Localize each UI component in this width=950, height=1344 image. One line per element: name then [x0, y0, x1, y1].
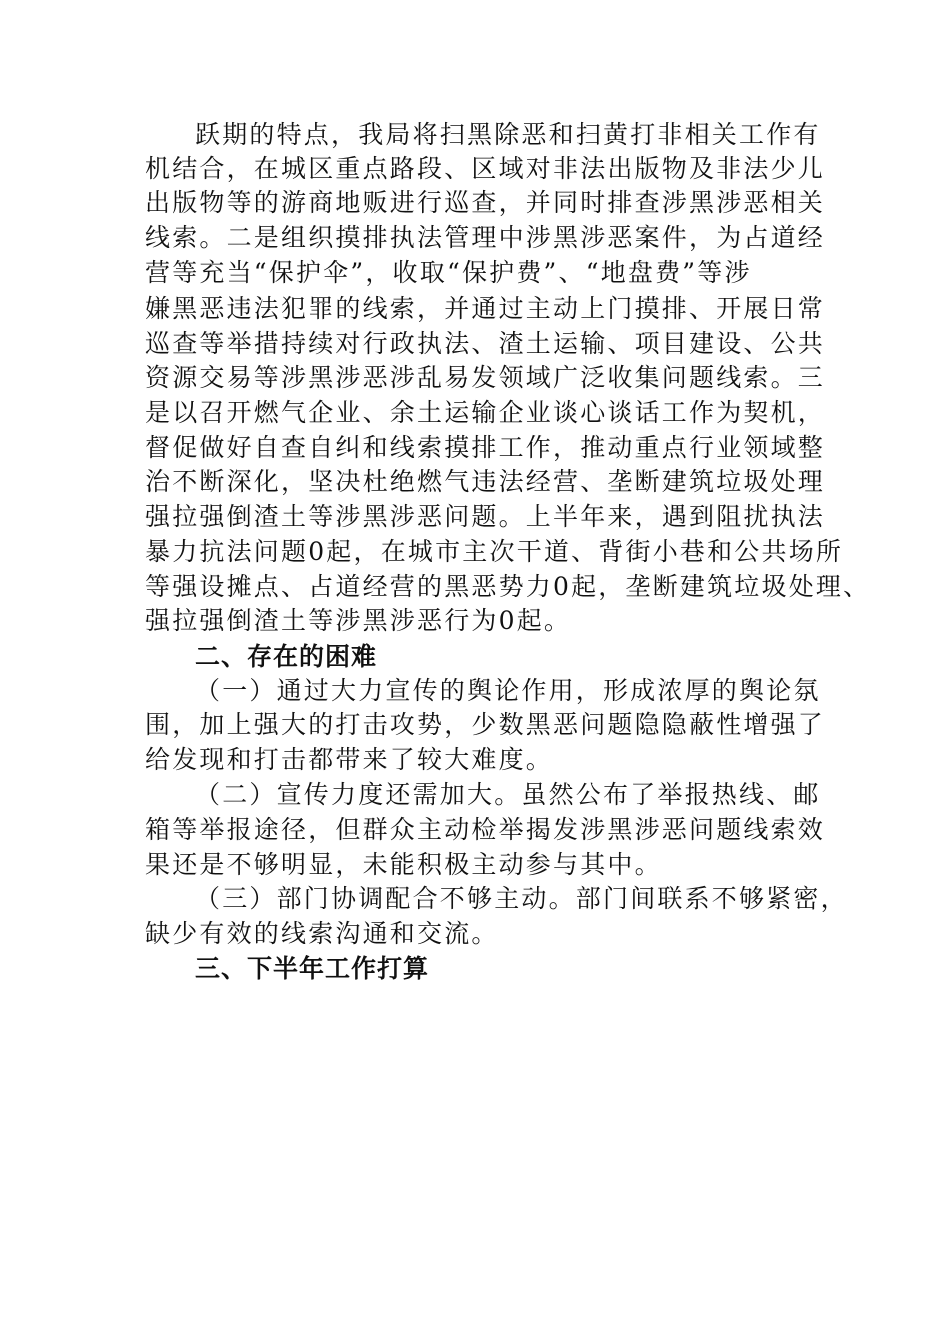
paragraph-line: 嫌黑恶违法犯罪的线索，并通过主动上门摸排、开展日常 — [145, 294, 826, 323]
paragraph-line: （一）通过大力宣传的舆论作用，形成浓厚的舆论氛 — [195, 676, 821, 705]
paragraph-line: 暴力抗法问题0起，在城市主次干道、背街小巷和公共场所 — [145, 537, 844, 566]
paragraph-line: 缺少有效的线索沟通和交流。 — [145, 919, 499, 948]
paragraph-line: 线索。二是组织摸排执法管理中涉黑涉恶案件，为占道经 — [145, 223, 826, 252]
section-heading: 三、下半年工作打算 — [195, 954, 430, 983]
paragraph-line: 督促做好自查自纠和线索摸排工作，推动重点行业领域整 — [145, 433, 826, 462]
paragraph-line: 箱等举报途径，但群众主动检举揭发涉黑涉恶问题线索效 — [145, 815, 826, 844]
section-heading: 二、存在的困难 — [195, 642, 378, 671]
paragraph-line: 强拉强倒渣土等涉黑涉恶问题。上半年来，遇到阻扰执法 — [145, 502, 826, 531]
paragraph-line: 治不断深化，坚决杜绝燃气违法经营、垄断建筑垃圾处理 — [145, 467, 826, 496]
paragraph-line: 给发现和打击都带来了较大难度。 — [145, 745, 554, 774]
paragraph-line: 果还是不够明显，未能积极主动参与其中。 — [145, 850, 662, 879]
paragraph-line: （二）宣传力度还需加大。虽然公布了举报热线、邮 — [195, 780, 821, 809]
paragraph-line: 巡查等举措持续对行政执法、渣土运输、项目建设、公共 — [145, 329, 826, 358]
paragraph-line: 是以召开燃气企业、余土运输企业谈心谈话工作为契机， — [145, 398, 826, 427]
paragraph-line: 营等充当“保护伞”，收取“保护费”、“地盘费”等涉 — [145, 258, 752, 287]
paragraph-line: 机结合，在城区重点路段、区域对非法出版物及非法少儿 — [145, 154, 826, 183]
paragraph-line: 等强设摊点、占道经营的黑恶势力0起，垄断建筑垃圾处理、 — [145, 572, 871, 601]
paragraph-line: （三）部门协调配合不够主动。部门间联系不够紧密， — [195, 884, 848, 913]
paragraph-line: 资源交易等涉黑涉恶涉乱易发领域广泛收集问题线索。三 — [145, 363, 826, 392]
paragraph-line: 跃期的特点，我局将扫黑除恶和扫黄打非相关工作有 — [195, 120, 821, 149]
paragraph-line: 强拉强倒渣土等涉黑涉恶行为0起。 — [145, 606, 572, 635]
paragraph-line: 围，加上强大的打击攻势，少数黑恶问题隐隐蔽性增强了 — [145, 710, 826, 739]
paragraph-line: 出版物等的游商地贩进行巡查，并同时排查涉黑涉恶相关 — [145, 188, 826, 217]
